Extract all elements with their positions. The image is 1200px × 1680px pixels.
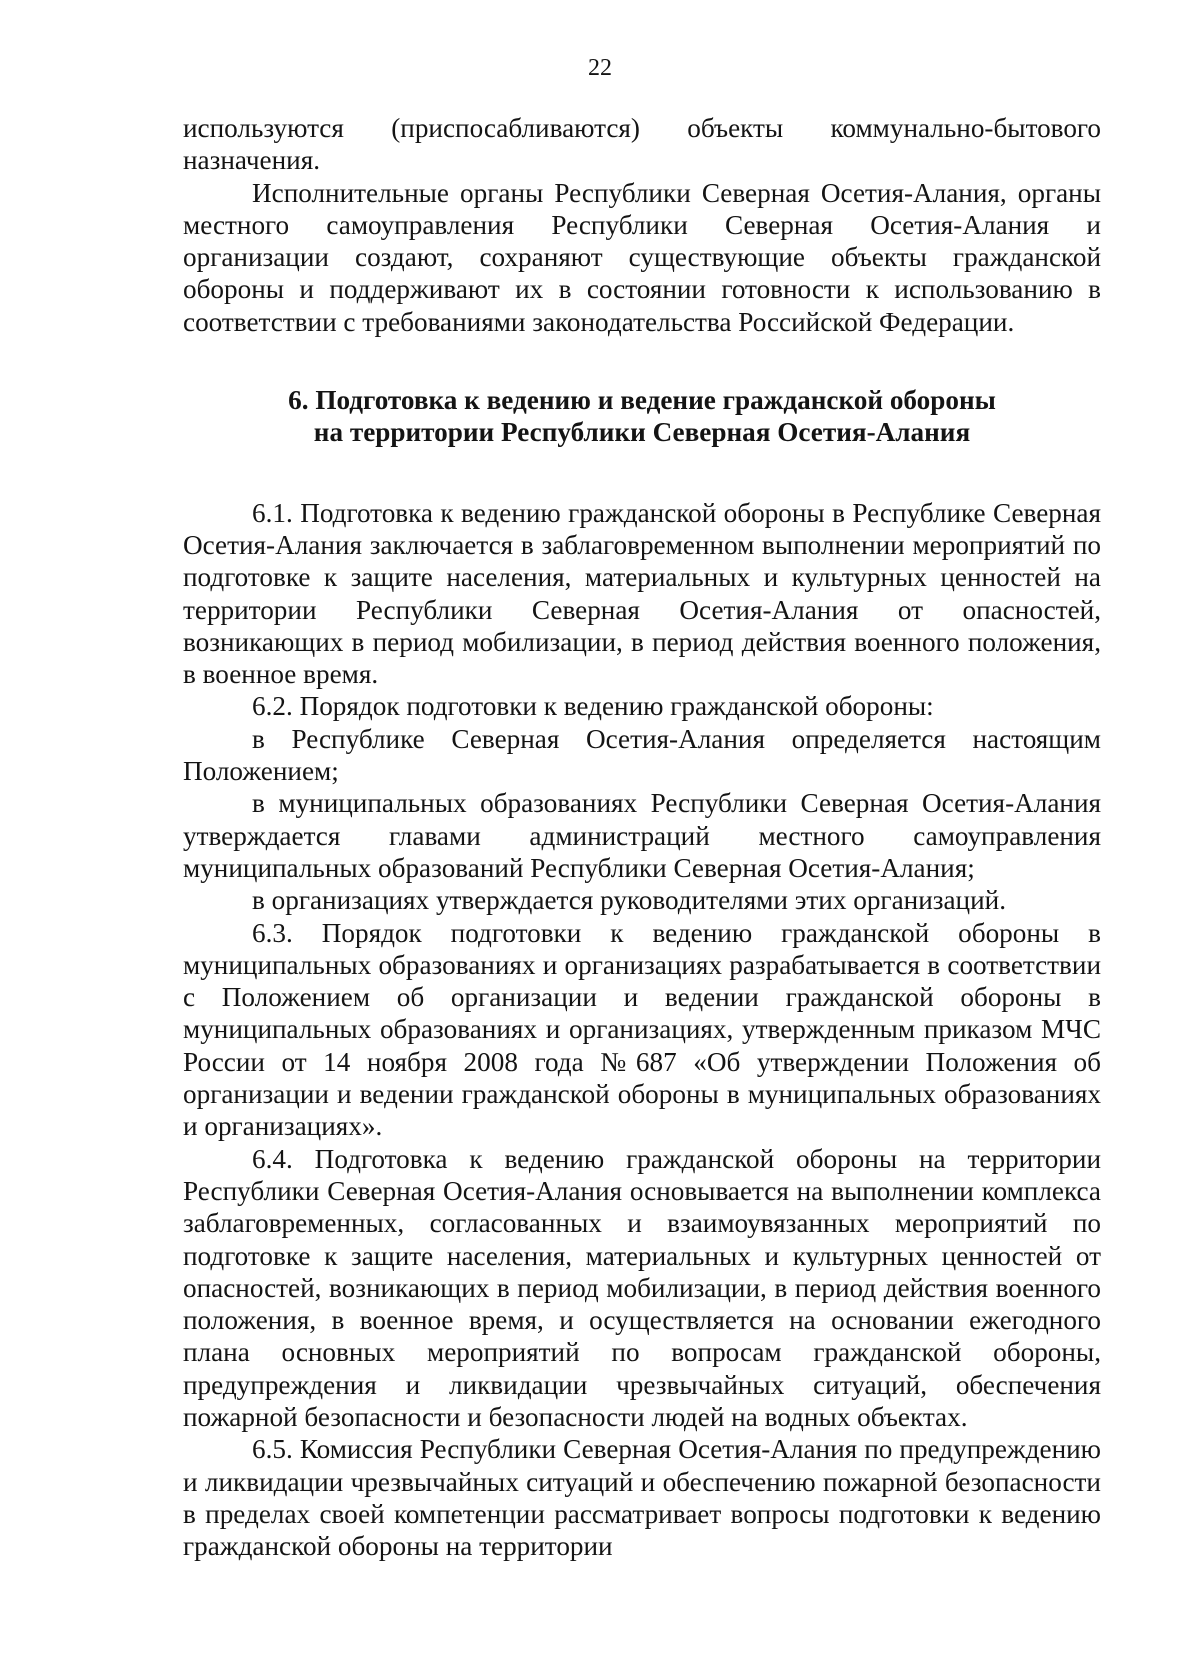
paragraph-6-5: 6.5. Комиссия Республики Северная Осетия-Алания по предупреждению и ликвидации чрезвычайных ситуаций и обеспечению пожарной безопасности в пределах своей компетенции рассматривает вопросы подготовки к ведению гражданской обороны на территории	[183, 1434, 1101, 1562]
paragraph-6-1: 6.1. Подготовка к ведению гражданской обороны в Республике Северная Осетия-Алания заключается в заблаговременном выполнении мероприятий по подготовке к защите населения, материальных и культурных ценностей на территории Республики Северная Осетия-Алания от опасностей, возникающих в период мобилизации, в период действия военного положения, в военное время.	[183, 497, 1101, 690]
paragraph-civil-defense-objects: Исполнительные органы Республики Северная Осетия-Алания, органы местного самоуправления Республики Северная Осетия-Алания и организации создают, сохраняют существующие объекты гражданской обороны и поддерживают их в состоянии готовности к использованию в соответствии с требованиями законодательства Российской Федерации.	[183, 177, 1101, 337]
paragraph-continuation: используются (приспосабливаются) объекты коммунально-бытового назначения.	[183, 113, 1101, 176]
paragraph-6-4: 6.4. Подготовка к ведению гражданской обороны на территории Республики Северная Осетия-Алания основывается на выполнении комплекса заблаговременных, согласованных и взаимоувязанных мероприятий по подготовке к защите населения, материальных и культурных ценностей от опасностей, возникающих в период мобилизации, в период действия военного положения, в военное время, и осуществляется на основании ежегодного плана основных мероприятий по вопросам гражданской обороны, предупреждения и ликвидации чрезвычайных ситуаций, обеспечения пожарной безопасности и безопасности людей на водных объектах.	[183, 1143, 1101, 1432]
list-item-municipalities: в муниципальных образованиях Республики Северная Осетия-Алания утверждается главами администраций местного самоуправления муниципальных образований Республики Северная Осетия-Алания;	[183, 788, 1101, 883]
section-heading	[183, 384, 1101, 449]
page-number: 22	[588, 55, 612, 81]
paragraph-6-3: 6.3. Порядок подготовки к ведению гражданской обороны в муниципальных образованиях и организациях разрабатывается в соответствии с Положением об организации и ведении гражданской обороны в муниципальных образованиях и организациях, утвержденным приказом МЧС России от 14 ноября 2008 года №687 «Об утверждении Положения об организации и ведении гражданской обороны в муниципальных образованиях и организациях».	[183, 917, 1101, 1142]
paragraph-6-2: 6.2. Порядок подготовки к ведению гражданской обороны:	[252, 691, 934, 722]
section-heading-line-2: на территории Республики Северная Осетия-Алания	[313, 417, 971, 448]
document-body	[183, 112, 1101, 1562]
section-heading-line-1: 6. Подготовка к ведению и ведение гражданской обороны	[288, 385, 996, 416]
list-item-organizations: в организациях утверждается руководителями этих организаций.	[252, 885, 1007, 916]
list-item-republic: в Республике Северная Осетия-Алания определяется настоящим Положением;	[183, 723, 1101, 787]
